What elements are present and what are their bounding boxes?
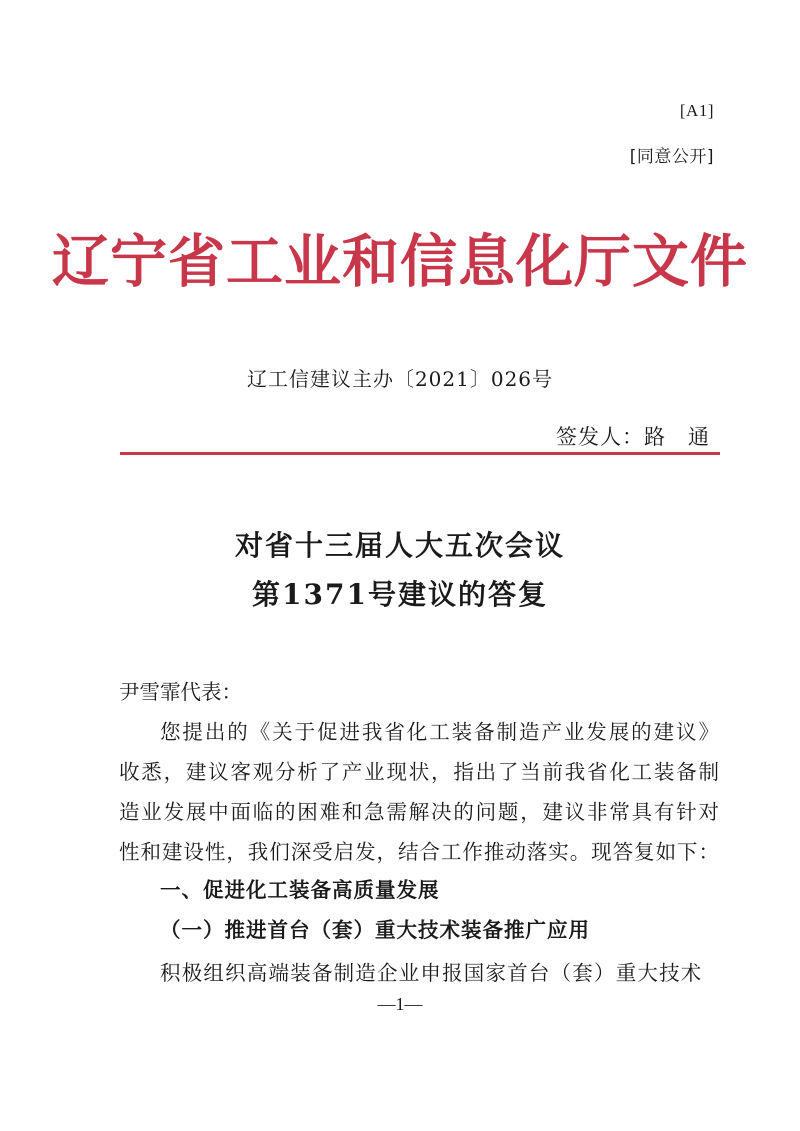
document-header-title: 辽宁省工业和信息化厅文件 [52,228,748,295]
classification-mark: [A1] [679,101,714,120]
document-number: 辽工信建议主办〔2021〕026号 [246,367,554,391]
paragraph-1-line: 性和建设性，我们深受启发，结合工作推动落实。现答复如下： [119,840,719,864]
red-separator-line [120,452,720,455]
reply-title-line-2: 第1371号建议的答复 [252,578,548,611]
salutation: 尹雪霏代表： [119,680,242,704]
paragraph-1-line: 收悉，建议客观分析了产业现状，指出了当前我省化工装备制 [119,760,719,784]
paragraph-2-start: 积极组织高端装备制造企业申报国家首台（套）重大技术 [160,961,703,985]
paragraph-1 [119,712,719,872]
page-number: —1— [377,994,423,1014]
signer: 签发人：路 通 [556,425,710,449]
disclosure-mark: [同意公开] [629,147,714,167]
subsection-heading: （一）推进首台（套）重大技术装备推广应用 [160,918,590,942]
paragraph-1-line: 造业发展中面临的困难和急需解决的问题，建议非常具有针对 [119,800,719,824]
paragraph-1-line: 您提出的《关于促进我省化工装备制造产业发展的建议》 [160,720,719,744]
reply-title-line-1: 对省十三届人大五次会议 [234,529,565,562]
section-heading: 一、促进化工装备高质量发展 [160,878,440,902]
